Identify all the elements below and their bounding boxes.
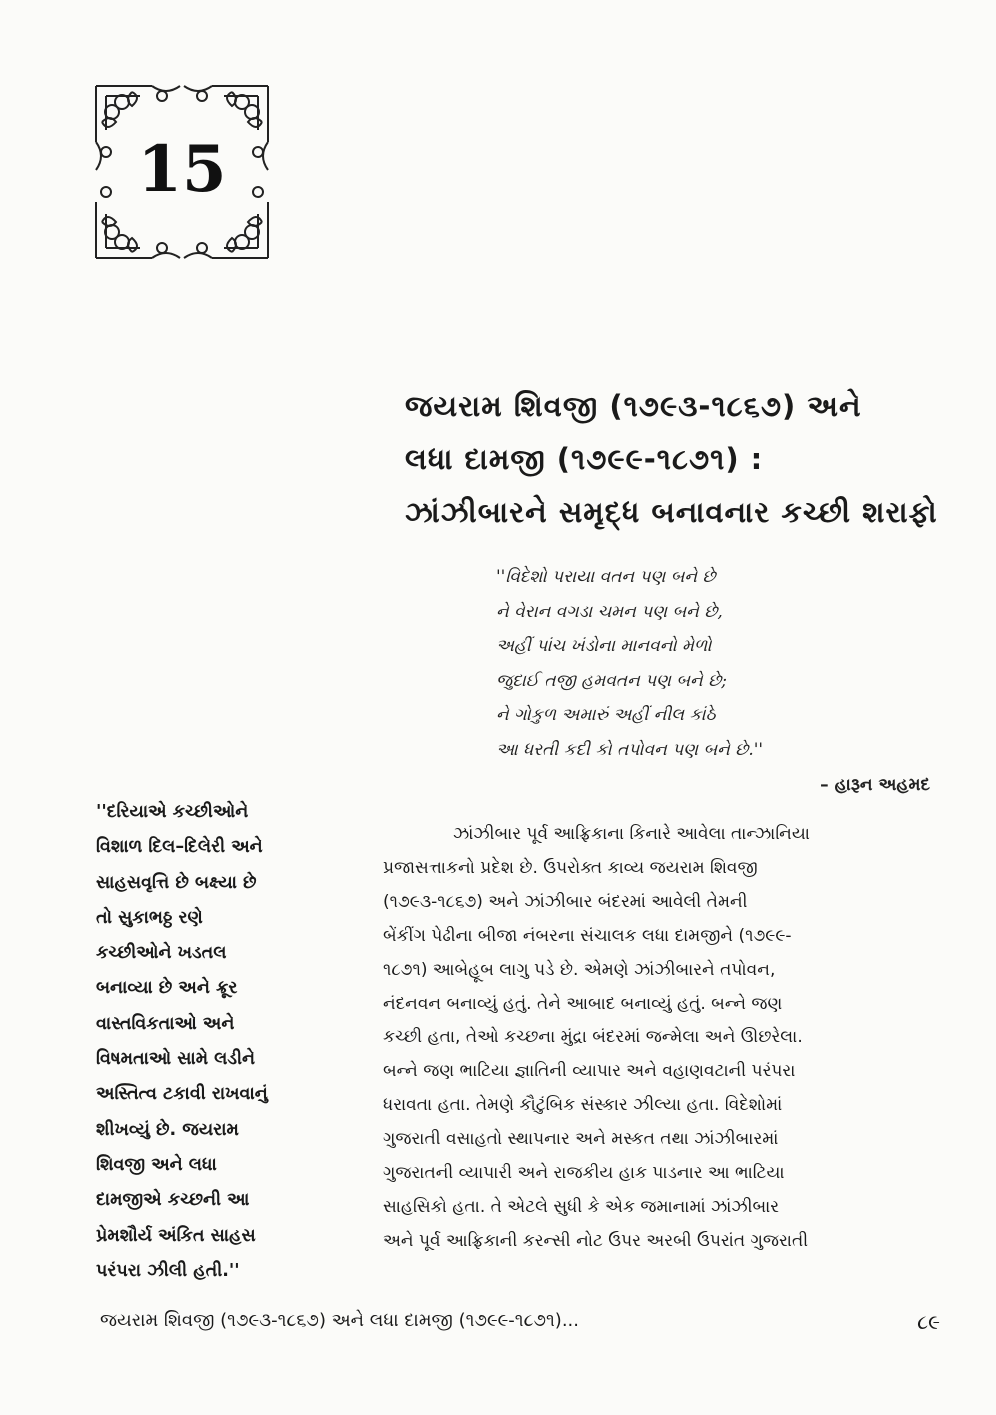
pull-quote-line: વિશાળ દિલ–દિલેરી અને xyxy=(96,837,263,858)
poem-line: ''વિદેશો પરાયા વતન પણ બને છે xyxy=(496,567,716,587)
pull-quote-line: બનાવ્યા છે અને ક્રૂર xyxy=(96,978,238,999)
poem-line: અહીં પાંચ ખંડોના માનવનો મેળો xyxy=(496,636,712,656)
body-line: ઝાંઝીબાર પૂર્વ આફ્રિકાના કિનારે આવેલા તાન્ઝાનિયા xyxy=(453,824,810,844)
pull-quote-line: પ્રેમશૌર્ય અંકિત સાહસ xyxy=(96,1225,256,1246)
body-line: પ્રજાસત્તાકનો પ્રદેશ છે. ઉપરોક્ત કાવ્ય જયરામ શિવજી xyxy=(383,857,758,878)
epigraph-poem xyxy=(496,560,916,767)
poem-line: ને વેરાન વગડા ચમન પણ બને છે, xyxy=(496,601,723,622)
chapter-number: 15 xyxy=(137,132,227,207)
poem-line: આ ધરતી કદી કો તપોવન પણ બને છે.'' xyxy=(496,739,764,760)
body-line: ધરાવતા હતા. તેમણે કૌટુંબિક સંસ્કાર ઝીલ્યા હતા. વિદેશોમાં xyxy=(383,1095,783,1116)
poem-line: ને ગોકુળ અમારું અહીં નીલ કાંઠે xyxy=(496,705,716,725)
chapter-title-line: જયરામ શિવજી (૧૭૯૩-૧૮૬૭) અને xyxy=(405,389,862,423)
poem-author: – હારૂન અહમદ xyxy=(820,775,930,795)
pull-quote-line: દામજીએ કચ્છની આ xyxy=(96,1190,250,1211)
pull-quote-line: ''દરિયાએ કચ્છીઓને xyxy=(96,802,249,822)
chapter-ornament xyxy=(92,82,272,262)
body-line: બન્ને જણ ભાટિયા જ્ઞાતિની વ્યાપાર અને વહાણવટાની પરંપરા xyxy=(383,1061,796,1082)
body-line: અને પૂર્વ આફ્રિકાની કરન્સી નોટ ઉપર અરબી ઉપરાંત ગુજરાતી xyxy=(383,1230,809,1251)
chapter-title-line: લધા દામજી (૧૭૯૯-૧૮૭૧) : xyxy=(405,442,764,476)
pull-quote-line: કચ્છીઓને ખડતલ xyxy=(96,943,227,964)
body-line: ગુજરાતની વ્યાપારી અને રાજકીય હાક પાડનાર આ ભાટિયા xyxy=(383,1163,785,1184)
body-line: (૧૭૯૩-૧૮૬૭) અને ઝાંઝીબાર બંદરમાં આવેલી તેમની xyxy=(383,891,748,912)
chapter-title xyxy=(405,380,945,539)
pull-quote-line: શિવજી અને લધા xyxy=(96,1154,217,1175)
pull-quote xyxy=(96,795,356,1289)
body-line: નંદનવન બનાવ્યું હતું. તેને આબાદ બનાવ્યું હતું. બન્ને જણ xyxy=(383,993,783,1014)
pull-quote-line: વિષમતાઓ સામે લડીને xyxy=(96,1049,256,1070)
pull-quote-line: શીખવ્યું છે. જયરામ xyxy=(96,1119,239,1140)
pull-quote-line: તો સુકાભઠ્ઠ રણે xyxy=(96,907,203,928)
body-line: બેંકીંગ પેઢીના બીજા નંબરના સંચાલક લધા દામજીને (૧૭૯૯- xyxy=(383,925,792,946)
body-paragraph xyxy=(383,818,939,1259)
body-line: ગુજરાતી વસાહતો સ્થાપનાર અને મસ્કત તથા ઝાંઝીબારમાં xyxy=(383,1129,779,1150)
pull-quote-line: વાસ્તવિકતાઓ અને xyxy=(96,1013,235,1034)
body-line: ૧૮૭૧) આબેહૂબ લાગુ પડે છે. એમણે ઝાંઝીબારને તપોવન, xyxy=(383,959,776,980)
body-line: કચ્છી હતા, તેઓ કચ્છના મુંદ્રા બંદરમાં જન્મેલા અને ઊછરેલા. xyxy=(383,1027,803,1048)
page-number: ૮૯ xyxy=(917,1310,940,1334)
poem-line: જુદાઈ તજી હમવતન પણ બને છે; xyxy=(496,670,727,691)
pull-quote-line: પરંપરા ઝીલી હતી.'' xyxy=(96,1260,240,1281)
pull-quote-line: અસ્તિત્વ ટકાવી રાખવાનું xyxy=(96,1084,268,1105)
body-line: સાહસિકો હતા. તે એટલે સુધી કે એક જમાનામાં ઝાંઝીબાર xyxy=(383,1196,780,1217)
running-footer-title: જયરામ શિવજી (૧૭૯૩-૧૮૬૭) અને લધા દામજી (૧૭૯૯-૧૮૭૧)... xyxy=(100,1310,579,1331)
pull-quote-line: સાહસવૃત્તિ છે બક્ષ્યા છે xyxy=(96,872,257,893)
chapter-title-line: ઝાંઝીબારને સમૃદ્ધ બનાવનાર કચ્છી શરાફો xyxy=(405,495,938,529)
